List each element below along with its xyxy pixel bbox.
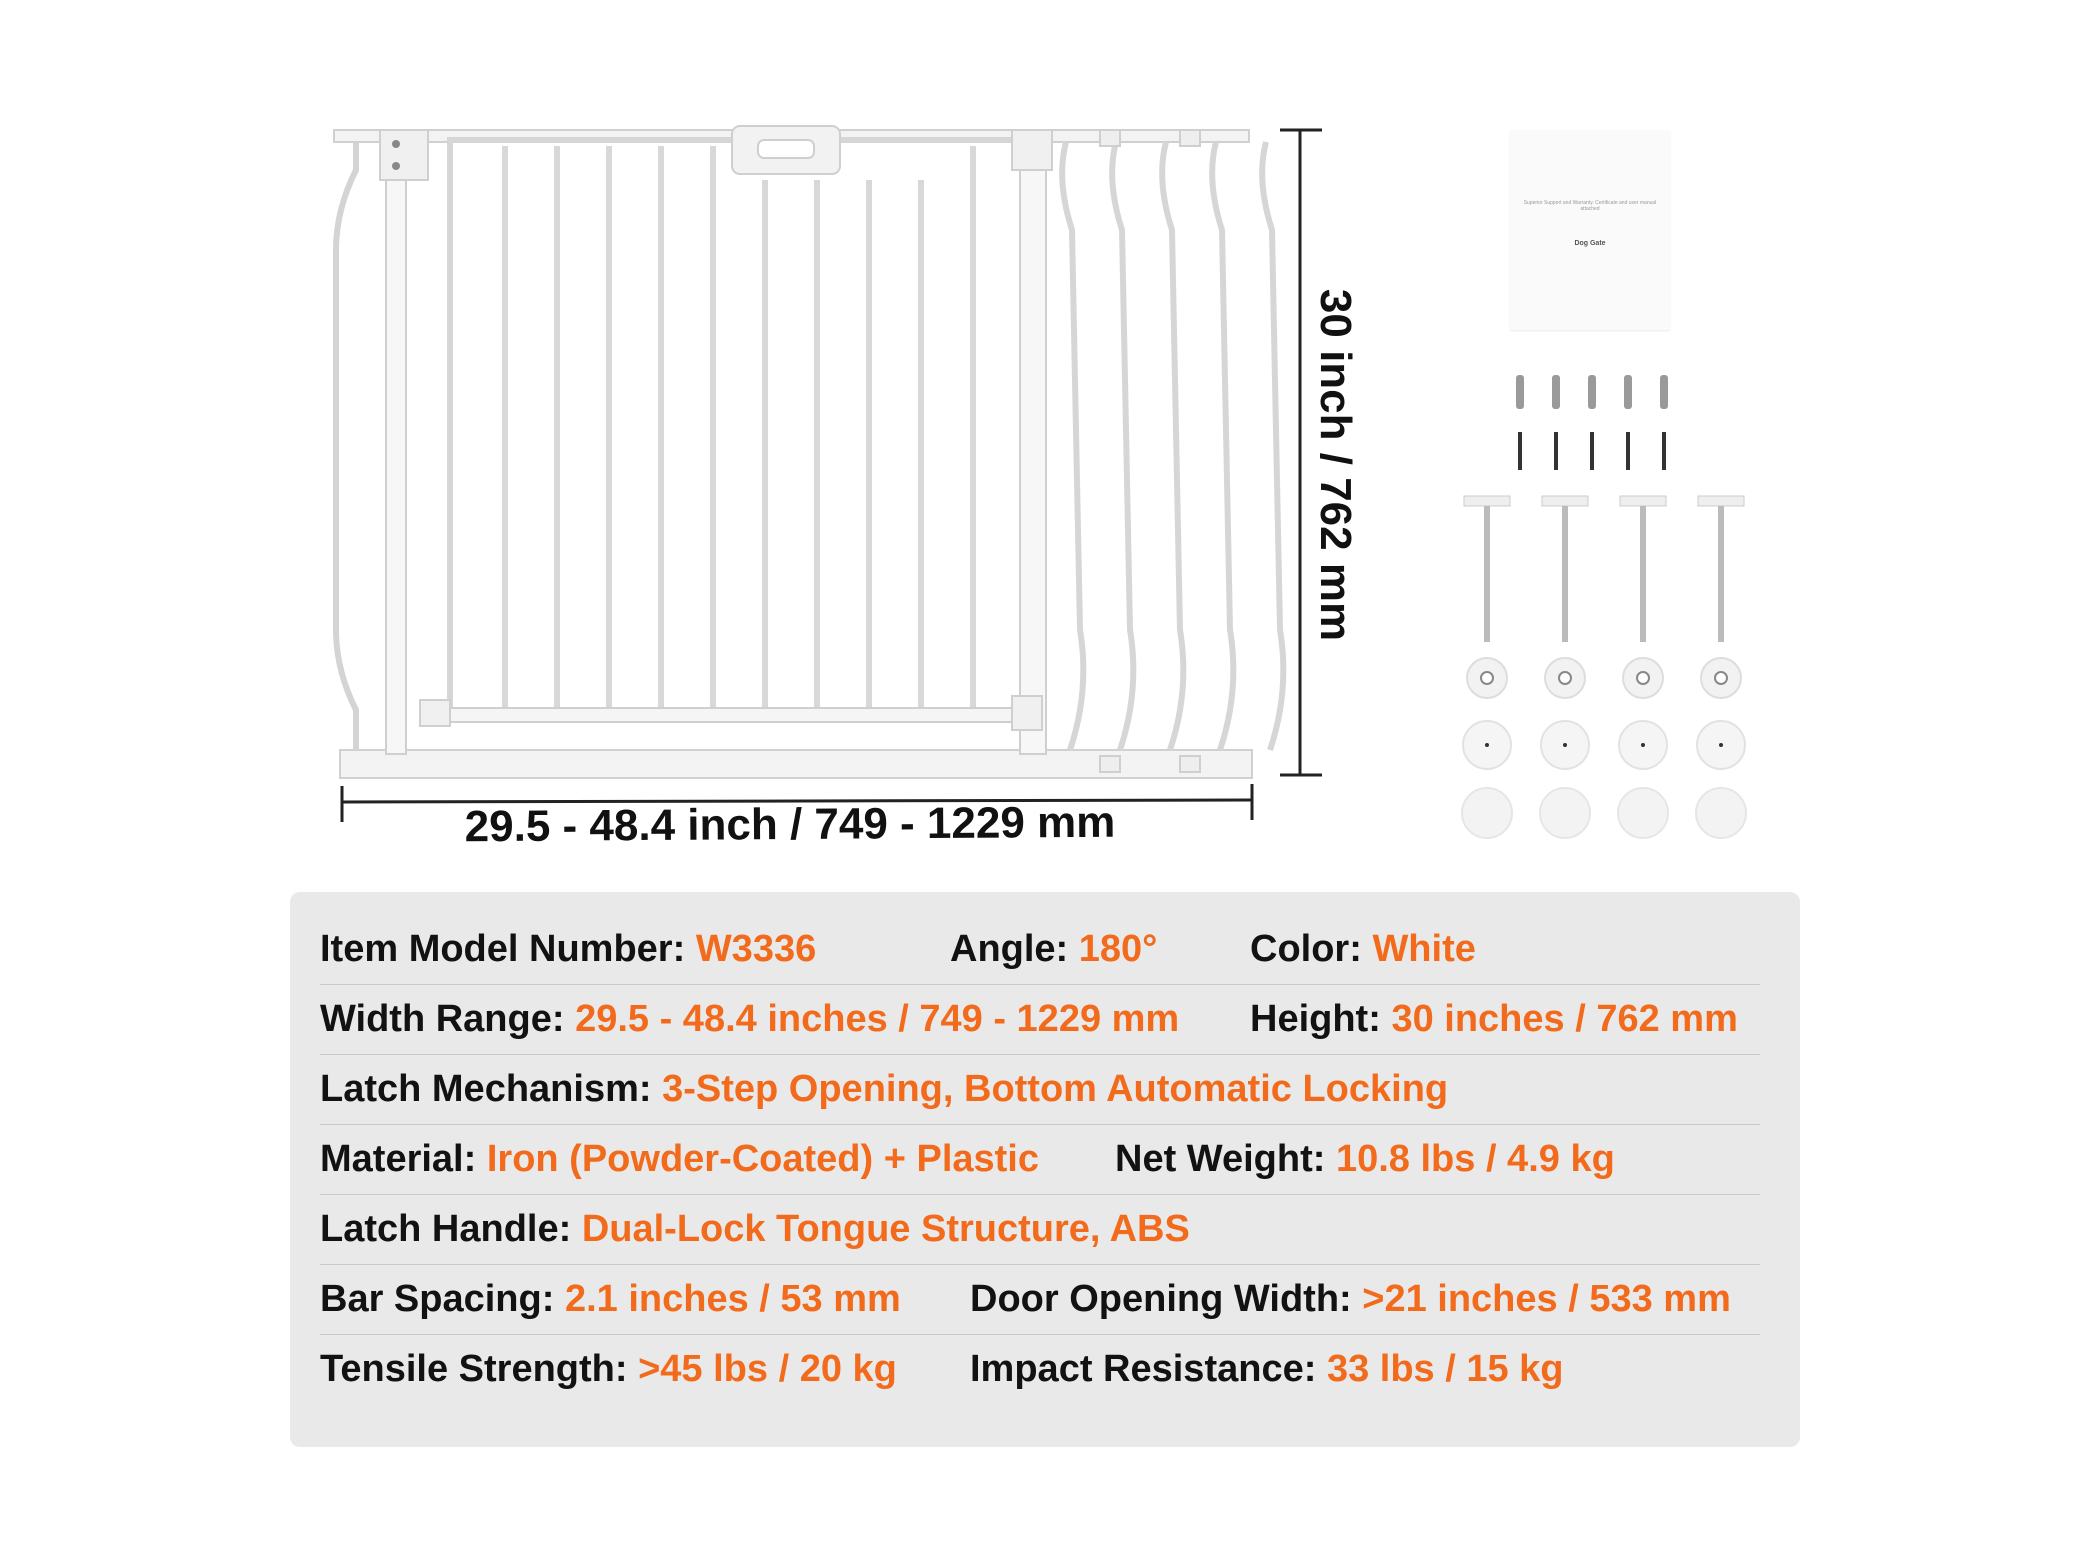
width-dimension-label: 29.5 - 48.4 inch / 749 - 1229 mm: [464, 797, 1116, 852]
wall-anchors: [1516, 375, 1668, 409]
screws: [1520, 432, 1664, 470]
height-dimension-label: 30 inch / 762 mm: [1311, 288, 1360, 642]
hardware-parts: [1430, 120, 1760, 850]
spec-row: [320, 1054, 1760, 1125]
threaded-spindles: [1464, 496, 1744, 642]
spec-angle: Angle: 180°: [950, 928, 1158, 970]
spec-tensile-strength: Tensile Strength: >45 lbs / 20 kg: [320, 1348, 897, 1390]
spec-width-range: Width Range: 29.5 - 48.4 inches / 749 - 1229 mm: [320, 998, 1180, 1040]
adjust-knobs: [1467, 658, 1741, 698]
spec-row: [320, 914, 1760, 985]
spec-row: [320, 1264, 1760, 1335]
gate-illustration: [300, 110, 1380, 870]
spec-row: [320, 1124, 1760, 1195]
manual-header-text: Superior Support and Warranty. Certificate and user manual attached: [1523, 200, 1657, 212]
spec-net-weight: Net Weight: 10.8 lbs / 4.9 kg: [1115, 1138, 1615, 1180]
spec-bar-spacing: Bar Spacing: 2.1 inches / 53 mm: [320, 1278, 901, 1320]
rubber-pads: [1462, 788, 1746, 838]
spec-row: [320, 1194, 1760, 1265]
spec-model-number: Item Model Number: W3336: [320, 928, 817, 970]
spec-height: Height: 30 inches / 762 mm: [1250, 998, 1738, 1040]
spec-latch-handle: Latch Handle: Dual-Lock Tongue Structure, ABS: [320, 1208, 1190, 1250]
spec-row: [320, 984, 1760, 1055]
accessories-group: [1430, 120, 1760, 850]
spec-color: Color: White: [1250, 928, 1476, 970]
wall-cups: [1463, 721, 1745, 769]
spec-door-opening-width: Door Opening Width: >21 inches / 533 mm: [970, 1278, 1731, 1320]
manual-title: Dog Gate: [1574, 240, 1606, 247]
spec-material: Material: Iron (Powder-Coated) + Plastic: [320, 1138, 1039, 1180]
spec-row: [320, 1334, 1760, 1404]
spec-impact-resistance: Impact Resistance: 33 lbs / 15 kg: [970, 1348, 1564, 1390]
spec-panel: [290, 892, 1800, 1447]
spec-latch-mechanism: Latch Mechanism: 3-Step Opening, Bottom Automatic Locking: [320, 1068, 1449, 1110]
